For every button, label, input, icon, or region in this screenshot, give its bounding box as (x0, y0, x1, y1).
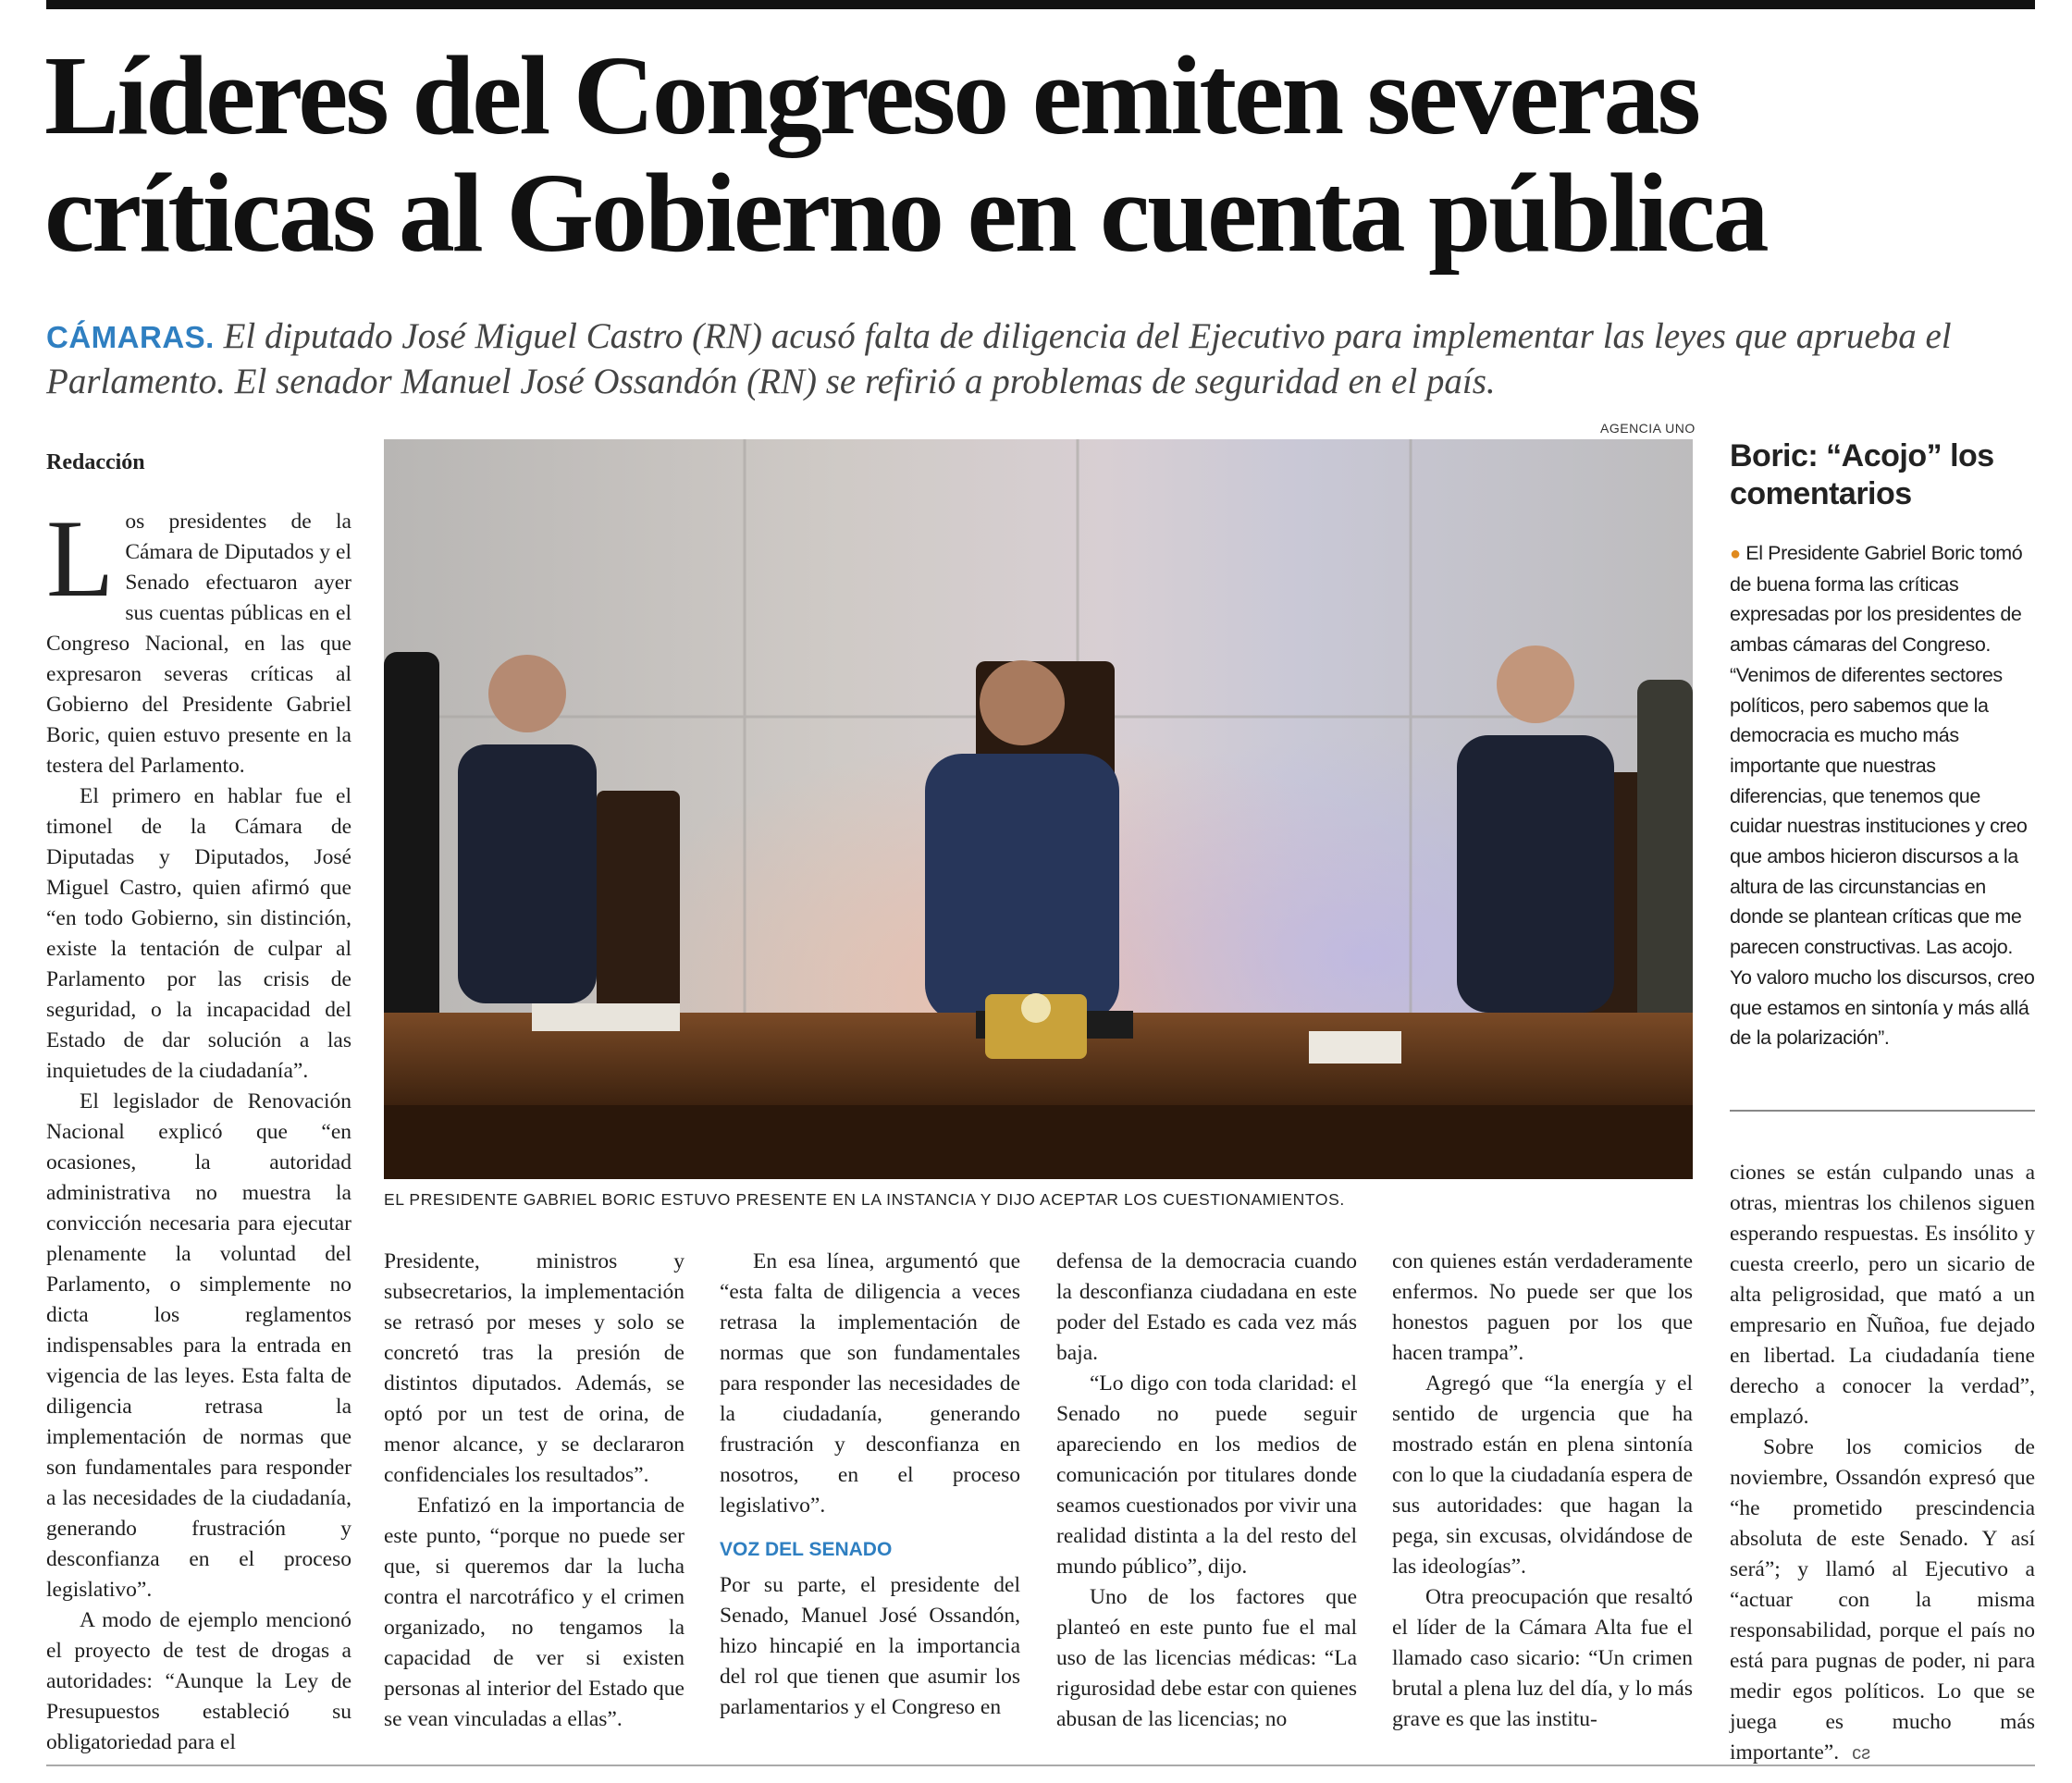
column-3 (720, 1247, 1020, 1723)
paragraph: El primero en hablar fue el timonel de la Cámara de Diputadas y Diputados, José Miguel Castro, quien afirmó que “en todo Gobierno, sin distinción, existe la tentación de culpar al Parlamento por las crisis de seguridad, o la incapacidad del Estado de dar solución a las inquietudes de la ciudadanía”. (46, 784, 352, 1083)
sidebar-text: El Presidente Gabriel Boric tomó de buena forma las críticas expresadas por los presidentes de ambas cámaras del Congreso. “Venimos de diferentes sectores políticos, pero sabemos que la democracia es mucho más importante que nuestras diferencias, que tenemos que cuidar nuestras instituciones y creo que ambos hicieron discursos a la altura de las circunstancias en donde se plantean críticas que me parecen constructivas. Las acojo. Yo valoro mucho los discursos, creo que estamos en sintonía y más allá de la polarización”. (1730, 542, 2035, 1050)
deck-text: El diputado José Miguel Castro (RN) acusó falta de diligencia del Ejecutivo para implementar las leyes que aprueba el Parlamento. El senador Manuel José Ossandón (RN) se refirió a problemas de seguridad en el país. (46, 316, 1952, 401)
top-rule (46, 0, 2035, 9)
paragraph: “Lo digo con toda claridad: el Senado no puede seguir apareciendo en los medios de comunicación por titulares donde seamos cuestionados por vivir una realidad distinta a la del resto del mundo público”, dijo. (1056, 1371, 1357, 1579)
paragraph (1730, 1433, 2035, 1769)
deck (46, 314, 2035, 404)
photo-caption: EL PRESIDENTE GABRIEL BORIC ESTUVO PRESENTE EN LA INSTANCIA Y DIJO ACEPTAR LOS CUESTIONAMIENTOS. (384, 1190, 1345, 1209)
column-2 (384, 1247, 684, 1735)
photo-credit: AGENCIA UNO (1600, 421, 1696, 436)
bottom-rule (46, 1765, 2035, 1766)
column-1 (46, 497, 352, 1758)
sidebar-body (1730, 538, 2035, 1053)
paragraph (46, 497, 352, 781)
paragraph: El legislador de Renovación Nacional explicó que “en ocasiones, la autoridad administrativa no muestra la convicción necesaria para ejecutar plenamente la voluntad del Parlamento, o simplemente no dicta los reglamentos indispensables para la entrada en vigencia de las leyes. Esta falta de diligencia retrasa la implementación de normas que son fundamentales para responder a las necesidades de la ciudadanía, generando frustración y desconfianza en el proceso legislativo”. (46, 1089, 352, 1602)
paragraph: A modo de ejemplo mencionó el proyecto de test de drogas a autoridades: “Aunque la Ley de Presupuestos estableció su obligatoriedad para el (46, 1608, 352, 1754)
sidebar-divider (1730, 1110, 2035, 1112)
column-4 (1056, 1247, 1357, 1735)
paragraph: Otra preocupación que resaltó el líder de la Cámara Alta fue el llamado caso sicario: “Un crimen brutal a plena luz del día, y lo más grave es que las institu- (1392, 1585, 1693, 1731)
drop-cap: L (46, 497, 115, 620)
paragraph: Agregó que “la energía y el sentido de urgencia que ha mostrado están en plena sintonía con lo que la ciudadanía espera de sus autoridades: que hagan la pega, sin excusas, olvidándose de las ideologías”. (1392, 1371, 1693, 1579)
photo (384, 439, 1693, 1179)
paragraph: En esa línea, argumentó que “esta falta de diligencia a veces retrasa la implementación de normas que son fundamentales para responder las necesidades de la ciudadanía, generando frustración y desconfianza en nosotros, en el proceso legislativo”. (720, 1249, 1020, 1518)
section-subhead: VOZ DEL SENADO (720, 1539, 893, 1560)
paragraph: Por su parte, el presidente del Senado, Manuel José Ossandón, hizo hincapié en la importancia del rol que tienen que asumir los parlamentarios y el Congreso en (720, 1573, 1020, 1719)
bullet-icon: ● (1730, 544, 1741, 564)
paragraph: defensa de la democracia cuando la desconfianza ciudadana en este poder del Estado es cada vez más baja. (1056, 1249, 1357, 1365)
paragraph-text: Sobre los comicios de noviembre, Ossandón expresó que “he prometido prescindencia absoluta de este Senado. Y así será”; y llamó al Ejecutivo a “actuar con la misma responsabilidad, porque el país no está para pugnas de poder, ni para medir egos políticos. Lo que se juega es mucho más importante”. (1730, 1435, 2035, 1765)
headline: Líderes del Congreso emiten severas críticas al Gobierno en cuenta pública (44, 33, 1767, 276)
sidebar-title: Boric: “Acojo” los comentarios (1730, 438, 1994, 511)
end-mark-icon: ᴄƨ (1852, 1743, 1871, 1764)
paragraph: Uno de los factores que planteó en este punto fue el mal uso de las licencias médicas: “La rigurosidad debe estar con quienes abusan de las licencias; no (1056, 1585, 1357, 1731)
deck-kicker: CÁMARAS. (46, 320, 215, 354)
paragraph: Presidente, ministros y subsecretarios, la implementación se retrasó por meses y solo se concretó tras la presión de distintos diputados. Además, se optó por un test de orina, de menor alcance, y se declararon confidenciales los resultados”. (384, 1249, 684, 1487)
paragraph: con quienes están verdaderamente enfermos. No puede ser que los honestos paguen por los que hacen trampa”. (1392, 1249, 1693, 1365)
byline: Redacción (46, 450, 145, 474)
paragraph: ciones se están culpando unas a otras, mientras los chilenos siguen esperando respuestas. Es insólito y cuesta creerlo, pero un sicario de alta peligrosidad, que mató a un empresario en Ñuñoa, fue dejado en libertad. La ciudadanía tiene derecho a conocer la verdad”, emplazó. (1730, 1161, 2035, 1429)
column-5 (1392, 1247, 1693, 1735)
photo-illustration (384, 439, 1693, 1179)
paragraph-text: os presidentes de la Cámara de Diputados y el Senado efectuaron ayer sus cuentas públicas en el Congreso Nacional, en las que expresaron severas críticas al Gobierno del Presidente Gabriel Boric, quien estuvo presente en la testera del Parlamento. (46, 510, 352, 778)
column-6 (1730, 1158, 2035, 1769)
paragraph: Enfatizó en la importancia de este punto, “porque no puede ser que, si queremos dar la lucha contra el narcotráfico y el crimen organizado, no tengamos la capacidad de ver si existen personas al interior del Estado que se vean vinculadas a ellas”. (384, 1494, 684, 1731)
